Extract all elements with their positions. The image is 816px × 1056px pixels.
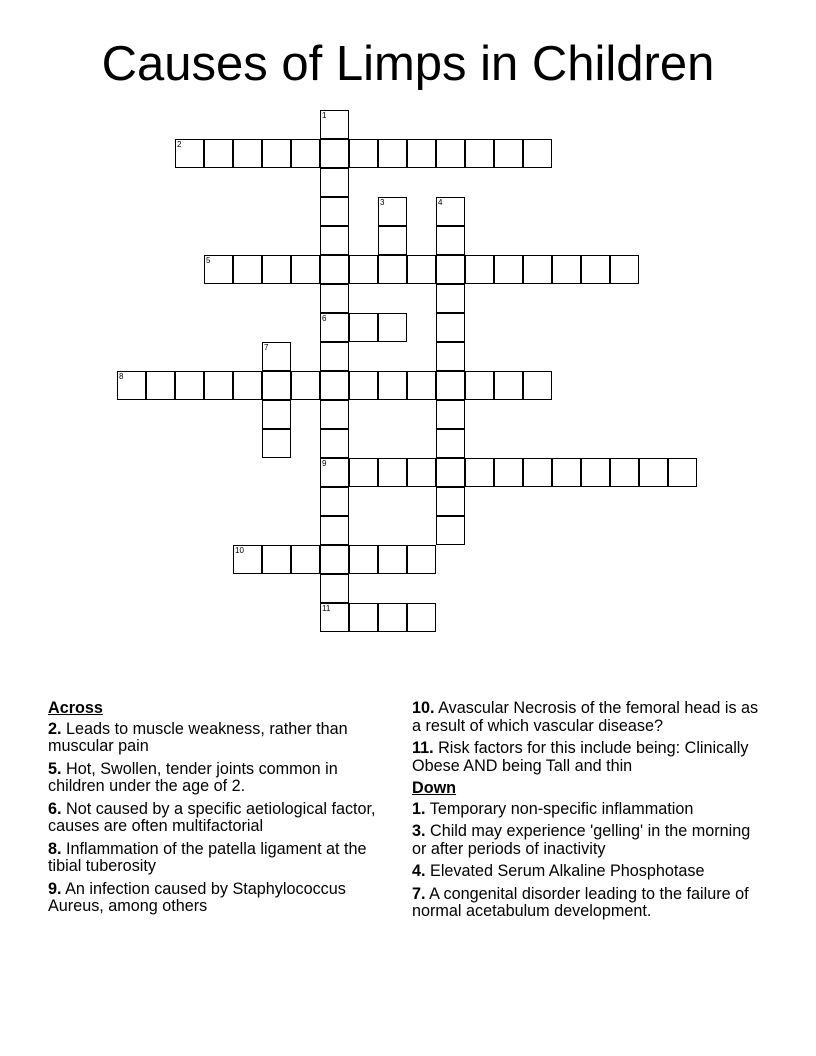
grid-cell[interactable] — [349, 139, 378, 168]
grid-cell[interactable] — [262, 429, 291, 458]
grid-cell[interactable] — [117, 371, 146, 400]
grid-cell[interactable] — [378, 371, 407, 400]
grid-cell[interactable] — [494, 139, 523, 168]
grid-cell[interactable] — [204, 371, 233, 400]
grid-cell[interactable] — [436, 458, 465, 487]
grid-cell[interactable] — [407, 139, 436, 168]
clue-number: 1. — [412, 799, 426, 818]
grid-cell[interactable] — [610, 458, 639, 487]
grid-cell[interactable] — [494, 371, 523, 400]
across-clue-5 — [48, 761, 393, 796]
grid-cell[interactable] — [204, 255, 233, 284]
grid-cell[interactable] — [349, 458, 378, 487]
clue-text: Avascular Necrosis of the femoral head is as a result of which vascular disease? — [412, 699, 759, 735]
grid-cell[interactable] — [639, 458, 668, 487]
grid-cell[interactable] — [465, 371, 494, 400]
grid-cell[interactable] — [349, 603, 378, 632]
clue-text: Elevated Serum Alkaline Phosphotase — [430, 862, 705, 880]
across-clue-9 — [48, 881, 393, 916]
grid-cell[interactable] — [494, 458, 523, 487]
grid-cell[interactable] — [291, 371, 320, 400]
grid-cell[interactable] — [436, 429, 465, 458]
clue-number-label: 9 — [322, 459, 327, 468]
grid-cell[interactable] — [668, 458, 697, 487]
grid-cell[interactable] — [320, 168, 349, 197]
grid-cell[interactable] — [436, 313, 465, 342]
down-clue-3 — [412, 823, 767, 858]
grid-cell[interactable] — [175, 139, 204, 168]
grid-cell[interactable] — [407, 255, 436, 284]
across-clue-2 — [48, 721, 393, 756]
grid-cell[interactable] — [407, 603, 436, 632]
grid-cell[interactable] — [320, 226, 349, 255]
clue-text: Not caused by a specific aetiological factor, causes are often multifactorial — [48, 799, 376, 835]
clue-number: 6. — [48, 799, 62, 818]
grid-cell[interactable] — [320, 487, 349, 516]
grid-cell[interactable] — [581, 255, 610, 284]
clue-number-label: 11 — [322, 604, 331, 613]
grid-cell[interactable] — [320, 255, 349, 284]
clue-number: 3. — [412, 822, 426, 840]
grid-cell[interactable] — [436, 226, 465, 255]
grid-cell[interactable] — [436, 400, 465, 429]
grid-cell[interactable] — [436, 255, 465, 284]
grid-cell[interactable] — [233, 371, 262, 400]
across-heading: Across — [48, 699, 103, 717]
grid-cell[interactable] — [320, 400, 349, 429]
grid-cell[interactable] — [262, 545, 291, 574]
grid-cell[interactable] — [465, 255, 494, 284]
grid-cell[interactable] — [349, 545, 378, 574]
grid-cell[interactable] — [465, 458, 494, 487]
clue-number-label: 5 — [206, 256, 211, 265]
grid-cell[interactable] — [436, 371, 465, 400]
grid-cell[interactable] — [320, 516, 349, 545]
grid-cell[interactable] — [436, 284, 465, 313]
grid-cell[interactable] — [436, 342, 465, 371]
grid-cell[interactable] — [494, 255, 523, 284]
grid-cell[interactable] — [465, 139, 494, 168]
grid-cell[interactable] — [378, 255, 407, 284]
grid-cell[interactable] — [204, 139, 233, 168]
grid-cell[interactable] — [436, 487, 465, 516]
grid-cell[interactable] — [436, 197, 465, 226]
clue-text: Risk factors for this include being: Clinically Obese AND being Tall and thin — [412, 739, 749, 775]
grid-cell[interactable] — [349, 313, 378, 342]
clue-number-label: 8 — [119, 372, 124, 381]
grid-cell[interactable] — [407, 458, 436, 487]
down-clue-4 — [412, 863, 767, 881]
clue-number: 7. — [412, 884, 426, 903]
across-clue-11 — [412, 740, 767, 775]
grid-cell[interactable] — [320, 371, 349, 400]
clue-text: Hot, Swollen, tender joints common in children under the age of 2. — [48, 759, 338, 795]
grid-cell[interactable] — [378, 545, 407, 574]
grid-cell[interactable] — [552, 458, 581, 487]
clue-number: 10. — [412, 699, 435, 717]
clue-number: 9. — [48, 879, 62, 898]
grid-cell[interactable] — [378, 603, 407, 632]
clue-text: Inflammation of the patella ligament at the tibial tuberosity — [48, 839, 367, 875]
grid-cell[interactable] — [581, 458, 610, 487]
grid-cell[interactable] — [436, 516, 465, 545]
grid-cell[interactable] — [378, 197, 407, 226]
clue-number-label: 4 — [438, 198, 443, 207]
clue-number-label: 7 — [264, 343, 269, 352]
clue-text: A congenital disorder leading to the failure of normal acetabulum development. — [412, 884, 749, 920]
grid-cell[interactable] — [407, 371, 436, 400]
grid-cell[interactable] — [320, 197, 349, 226]
across-clue-6 — [48, 801, 393, 836]
clue-number-label: 10 — [235, 546, 244, 555]
grid-cell[interactable] — [378, 139, 407, 168]
grid-cell[interactable] — [378, 313, 407, 342]
grid-cell[interactable] — [523, 255, 552, 284]
grid-cell[interactable] — [262, 371, 291, 400]
grid-cell[interactable] — [552, 255, 581, 284]
puzzle-title: Causes of Limps in Children — [101, 37, 715, 91]
grid-cell[interactable] — [378, 458, 407, 487]
grid-cell[interactable] — [175, 371, 204, 400]
grid-cell[interactable] — [291, 545, 320, 574]
grid-cell[interactable] — [320, 342, 349, 371]
grid-cell[interactable] — [233, 545, 262, 574]
grid-cell[interactable] — [262, 342, 291, 371]
down-heading: Down — [412, 779, 457, 797]
grid-cell[interactable] — [262, 255, 291, 284]
clue-number: 5. — [48, 759, 62, 778]
grid-cell[interactable] — [291, 139, 320, 168]
grid-cell[interactable] — [291, 255, 320, 284]
grid-cell[interactable] — [320, 545, 349, 574]
grid-cell[interactable] — [320, 574, 349, 603]
clues-column-left — [48, 700, 393, 921]
clue-number: 2. — [48, 719, 62, 738]
across-clue-10 — [412, 700, 767, 735]
clue-text: An infection caused by Staphylococcus Aureus, among others — [48, 879, 346, 915]
down-clue-1 — [412, 801, 767, 819]
grid-cell[interactable] — [320, 110, 349, 139]
clue-number: 11. — [412, 739, 434, 757]
clue-number: 4. — [412, 862, 426, 880]
grid-cell[interactable] — [233, 255, 262, 284]
grid-cell[interactable] — [378, 226, 407, 255]
grid-cell[interactable] — [523, 371, 552, 400]
grid-cell[interactable] — [146, 371, 175, 400]
clue-number-label: 3 — [380, 198, 385, 207]
grid-cell[interactable] — [320, 603, 349, 632]
grid-cell[interactable] — [262, 400, 291, 429]
clue-number-label: 6 — [322, 314, 327, 323]
clue-text: Leads to muscle weakness, rather than muscular pain — [48, 719, 348, 755]
grid-cell[interactable] — [320, 458, 349, 487]
grid-cell[interactable] — [610, 255, 639, 284]
grid-cell[interactable] — [523, 458, 552, 487]
clue-text: Child may experience 'gelling' in the morning or after periods of inactivity — [412, 822, 751, 858]
grid-cell[interactable] — [523, 139, 552, 168]
across-clue-8 — [48, 841, 393, 876]
grid-cell[interactable] — [349, 371, 378, 400]
grid-cell[interactable] — [320, 429, 349, 458]
grid-cell[interactable] — [349, 255, 378, 284]
grid-cell[interactable] — [320, 313, 349, 342]
clue-number-label: 1 — [322, 111, 327, 120]
grid-cell[interactable] — [320, 139, 349, 168]
clue-text: Temporary non-specific inflammation — [429, 799, 694, 818]
grid-cell[interactable] — [407, 545, 436, 574]
grid-cell[interactable] — [233, 139, 262, 168]
clue-number-label: 2 — [177, 140, 182, 149]
grid-cell[interactable] — [262, 139, 291, 168]
grid-cell[interactable] — [436, 139, 465, 168]
grid-cell[interactable] — [320, 284, 349, 313]
down-clue-7 — [412, 886, 767, 921]
clue-number: 8. — [48, 839, 62, 858]
clues-column-right — [412, 700, 767, 926]
